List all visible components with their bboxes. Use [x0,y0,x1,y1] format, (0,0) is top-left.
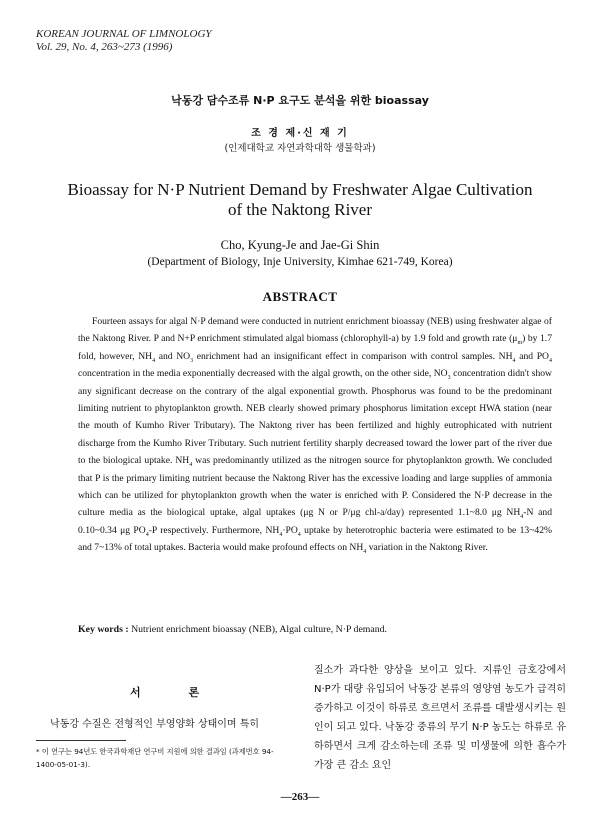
subscript: 4 [145,531,149,538]
korean-authors: 조 경 제·신 재 기 [251,128,349,139]
abstract-text: concentration in the media exponentially decreased with the algal growth, on the other side, NO [78,368,448,380]
abstract-text: Fourteen assays for algal N·P demand were conducted in nutrient enrichment bioassay (NEB) using freshwater algae of the Naktong River. P and N+P enrichment stimulated algal biomass (chlorophyll-a) by 1.9 fold and growth rate (μ [78,316,552,345]
abstract-body [78,313,552,557]
abstract-text: uptake by heterotrophic bacteria were estimated to be 13~42% and 7~13% of total uptakes. Bacteria would make profound effects on NH [78,524,553,554]
subscript: 4 [520,514,524,521]
journal-name: KOREAN JOURNAL OF LIMNOLOGY [36,28,212,40]
abstract-text: concentration didn't show any significant decrease on the contrary of the algal exponential growth. Phosphorus was found to be the predominant limiting nutrient to phytoplankton growth. NEB clearly showed primary phosphorus limitation except HWA station (near the mouth of Kumho River Tributary). The Naktong river has been fertilized and highly eutrophicated with nutrient discharge from the Kumho River Tributary. Such nutrient fertility sharply decreased toward the lower part of the river due to the biological uptake. NH [78,368,552,467]
subscript: 3 [190,357,194,364]
subscript: 4 [363,549,367,556]
abstract-text: was predominantly utilized as the nitrogen source for phytoplankton growth. We concluded that P is the primary limiting nutrient because the Naktong River has the excessive loading and large supplies of ammonia which can be utilized for phytoplankton growth when the water is enriched with P. Considered the N·P decrease in the culture media as the biological uptake, algal uptakes (μg N or P/μg chl-a/day) represented 1.1~8.0 μg NH [78,455,552,519]
subscript: 4 [548,357,552,364]
page-number: —263— [280,791,320,803]
journal-header [36,28,212,54]
abstract-text: variation in the Naktong River. [366,542,488,554]
journal-volume: Vol. 29, No. 4, 263~273 (1996) [36,41,173,53]
keywords [78,624,552,635]
abstract-text: -N and 0.10~0.34 μg PO [78,507,552,536]
section-heading: 서 론 [130,686,222,699]
subscript: 4 [189,462,193,469]
subscript: m [517,340,523,347]
abstract-text: -P respectively. Furthermore, NH [148,524,280,536]
subscript: 3 [447,375,451,382]
korean-affiliation: (인제대학교 자연과학대학 생물학과) [224,143,376,154]
subscript: 4 [152,357,156,364]
keywords-label: Key words : [78,624,129,635]
footnote: * 이 연구는 94년도 한국과학재단 연구비 지원에 의한 결과임 (과제번호 94-1400-05-01-3). [36,747,274,769]
subscript: 4 [279,531,283,538]
subscript: 4 [297,531,301,538]
intro-paragraph-right: 질소가 과다한 양상을 보이고 있다. 지류인 금호강에서 N·P가 대량 유입되어 낙동강 본류의 영양염 농도가 급격히 증가하고 이것이 하류로 흐르면서 조류를 대발생시키는 원인이 되고 있다. 낙동강 중류의 무기 N·P 농도는 하류로 유하하면서 크게 감소하는데 조류 및 미생물에 의한 흡수가 가장 큰 감소 요인 [314,665,566,771]
abstract-heading: ABSTRACT [262,289,338,304]
english-title: Bioassay for N·P Nutrient Demand by Freshwater Algae Cultivation of the Naktong River [67,180,533,219]
abstract-text: ·PO [282,524,298,536]
intro-paragraph-left: 낙동강 수질은 전형적인 부영양화 상태이며 특히 [50,719,260,730]
korean-title: 낙동강 담수조류 N·P 요구도 분석을 위한 bioassay [171,94,429,107]
english-authors: Cho, Kyung-Je and Jae-Gi Shin [220,238,380,252]
keywords-text: Nutrient enrichment bioassay (NEB), Algal culture, N·P demand. [131,624,388,635]
abstract-text: ) by 1.7 fold, however, NH [78,333,552,362]
abstract-text: and PO [515,350,549,362]
subscript: 4 [512,357,516,364]
abstract-text: enrichment had an insignificant effect in comparison with control samples. NH [193,350,513,362]
abstract-text: and NO [155,350,191,362]
english-affiliation: (Department of Biology, Inje University, Kimhae 621-749, Korea) [147,256,453,268]
footnote-divider [36,740,126,741]
